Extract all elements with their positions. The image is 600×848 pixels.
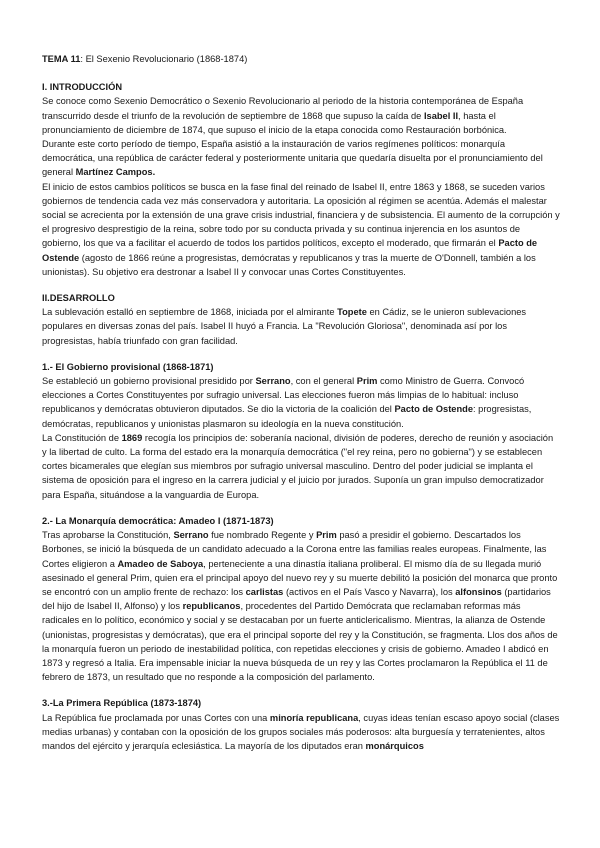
- heading-gobierno-provisional: 1.- El Gobierno provisional (1868-1871): [42, 361, 214, 372]
- desarrollo-paragraph-1: La sublevación estalló en septiembre de 1868, iniciada por el almirante Topete en Cádiz, se le unieron sublevaciones populares en diversas zonas del país. Isabel II huyó a Francia. La "Revolución Gloriosa", denominada así por los progresistas, había triunfado con gran facilidad.: [42, 307, 527, 346]
- document-title: [42, 52, 560, 66]
- title-text: : El Sexenio Revolucionario (1868-1874): [80, 54, 248, 64]
- heading-desarrollo: II.DESARROLLO: [42, 293, 115, 304]
- republica-paragraph-1: La República fue proclamada por unas Cortes con una minoría republicana, cuyas ideas tenían escaso apoyo social (clases medias urbanas) y contaban con la oposición de los grupos sociales más poderosos: alta burguesía y terratenientes, altos mandos del ejército y jerarquía eclesiástica. La mayoría de los diputados eran monárquicos: [42, 712, 560, 751]
- heading-primera-republica: 3.-La Primera República (1873-1874): [42, 698, 202, 709]
- gobierno-paragraph-1: Se estableció un gobierno provisional presidido por Serrano, con el general Prim como Ministro de Guerra. Convocó elecciones a Cortes Constituyentes por sufragio universal. Las elecciones fueron más limpias de lo habitual: incluso republicanos y demócratas obtuvieron diputados. Se dio la victoria de la coalición del Pacto de Ostende: progresistas, demócratas, republicanos y unionistas plasmaron su ideología en la nueva constitución.: [42, 376, 532, 429]
- intro-paragraph-3: El inicio de estos cambios políticos se busca en la fase final del reinado de Isabel II, entre 1863 y 1868, se suceden varios gobiernos de tendencia cada vez más conservadora y autoritaria. La oposición al régimen se acentúa. Además el malestar social se acrecienta por la extensión de una grave crisis industrial, financiera y de subsistencia. El aumento de la corrupción y el progresivo desprestigio de la reina, sobre todo por su conducta privada y su continua injerencia en los asuntos de gobierno, los que va a facilitar el acuerdo de todos los partidos políticos, excepto el moderado, que firmarán el Pacto de Ostende (agosto de 1866 reúne a progresistas, demócratas y republicanos y tras la muerte de O'Donnell, también a los unionistas). Su objetivo era destronar a Isabel II y convocar unas Cortes Constituyentes.: [42, 181, 560, 277]
- gobierno-paragraph-2: La Constitución de 1869 recogía los principios de: soberanía nacional, división de poderes, derecho de reunión y asociación y la libertad de culto. La forma del estado era la monarquía democrática ("el rey reina, pero no gobierna") y se establecen cortes bicamerales que elegían sus miembros por sufragio universal masculino. Dentro del poder judicial se implanta el sistema de oposición para el ingreso en la carrera judicial y el juicio por jurados. Suponía un gran impulso democratizador para España, situándose a la vanguardia de Europa.: [42, 432, 554, 500]
- intro-paragraph-1: Se conoce como Sexenio Democrático o Sexenio Revolucionario al periodo de la historia contemporánea de España transcurrido desde el triunfo de la revolución de septiembre de 1868 que supuso la caída de Isabel II, hasta el pronunciamiento de diciembre de 1874, que supuso el inicio de la etapa conocida como Restauración borbónica.: [42, 96, 524, 135]
- intro-paragraph-2: Durante este corto período de tiempo, España asistió a la instauración de varios regímenes políticos: monarquía democrática, una república de carácter federal y posteriormente unitaria que quedaría disuelta por el pronunciamiento del general Martínez Campos.: [42, 139, 543, 178]
- title-number: TEMA 11: [42, 54, 81, 64]
- heading-monarquia-democratica: 2.- La Monarquía democrática: Amadeo I (1871-1873): [42, 515, 274, 526]
- monarquia-paragraph-1: Tras aprobarse la Constitución, Serrano fue nombrado Regente y Prim pasó a presidir el gobierno. Descartados los Borbones, se inició la búsqueda de un candidato adecuado a la Corona entre las familias reales europeas. Finalmente, las Cortes eligieron a Amadeo de Saboya, perteneciente a una dinastía italiana proliberal. El mismo día de su llegada murió asesinado el general Prim, quien era el principal apoyo del nuevo rey y su muerte debilitó la posición del monarca que pronto se encontró con un amplio frente de rechazo: los carlistas (activos en el País Vasco y Navarra), los alfonsinos (partidarios del hijo de Isabel II, Alfonso) y los republicanos, procedentes del Partido Demócrata que reclamaban reformas más radicales en lo político, económico y social y se destacaban por un fuerte anticlericalismo. Mientras, la alianza de Ostende (unionistas, progresistas y demócratas), que era el principal soporte del rey y la Constitución, se fragmenta. Llos dos años de la monarquía fueron un periodo de inestabilidad política, con repetidas elecciones y crisis de gobierno. Amadeo I abdicó en 1873 y regresó a Italia. Era impensable iniciar la nueva búsqueda de un rey y las Cortes proclamaron la República el 11 de febrero de 1873, un resultado que no responde a la composición del parlamento.: [42, 530, 558, 683]
- heading-introduccion: I. INTRODUCCIÓN: [42, 82, 123, 93]
